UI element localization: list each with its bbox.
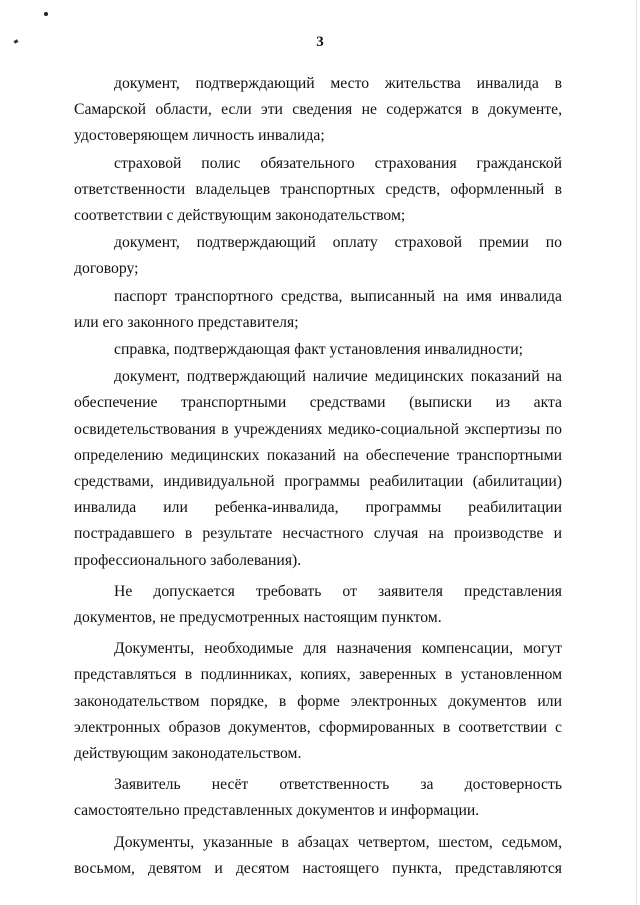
paragraph: документ, подтверждающий наличие медицинских показаний на обеспечение транспортными средствами (выписки из акта освидетельствования в учреждениях медико-социальной экспертизы по определению медицинских показаний на обеспечение транспортными средствами, индивидуальной программы реабилитации (абилитации) инвалида или ребенка-инвалида, программы реабилитации пострадавшего в результате несчастного случая на производстве и профессионального заболевания).: [74, 368, 562, 569]
paragraph: Документы, указанные в абзацах четвертом, шестом, седьмом, восьмом, девятом и десятом настоящего пункта, представляются: [74, 833, 562, 877]
paragraph: паспорт транспортного средства, выписанный на имя инвалида или его законного представителя;: [74, 287, 562, 331]
scan-speck: [44, 12, 48, 16]
paragraph: документ, подтверждающий оплату страховой премии по договору;: [74, 234, 562, 278]
paragraph: Заявитель несёт ответственность за достоверность самостоятельно представленных документов и информации.: [74, 776, 562, 820]
paragraph: справка, подтверждающая факт установления инвалидности;: [114, 341, 523, 359]
paragraph: Не допускается требовать от заявителя представления документов, не предусмотренных настоящим пунктом.: [74, 582, 562, 627]
paragraph: Документы, необходимые для назначения компенсации, могут представляться в подлинниках, копиях, заверенных в установленном законодательством порядке, в форме электронных документов или электронных образов документов, сформированных в соответствии с действующим законодательством.: [74, 640, 562, 763]
document-body: [74, 71, 562, 883]
scan-edge-line: [636, 0, 637, 905]
paragraph: страховой полис обязательного страхования гражданской ответственности владельцев транспортных средств, оформленный в соответствии с действующим законодательством;: [74, 154, 562, 225]
page-number: 3: [316, 34, 324, 50]
paragraph: документ, подтверждающий место жительства инвалида в Самарской области, если эти сведения не содержатся в документе, удостоверяющем личность инвалида;: [74, 75, 562, 145]
